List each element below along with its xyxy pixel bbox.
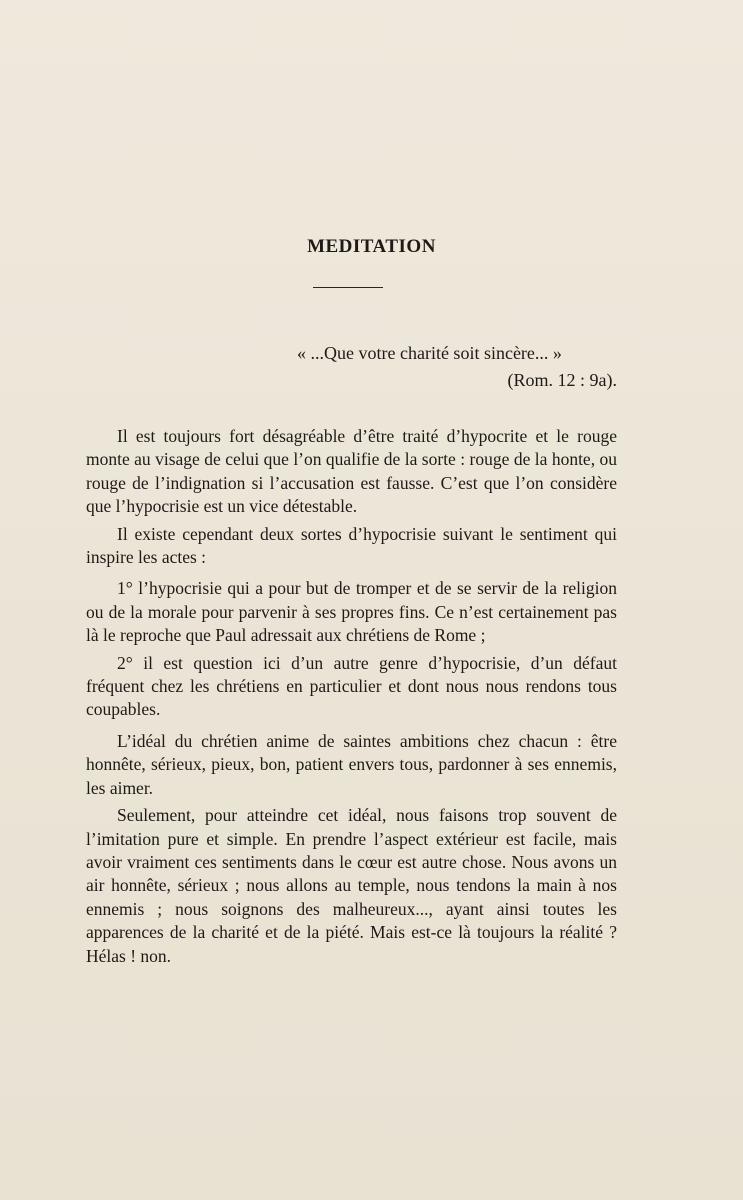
paragraph-6: Seulement, pour atteindre cet idéal, nous faisons trop souvent de l’imitation pure et simple. En prendre l’aspect extérieur est facile, mais avoir vraiment ces sentiments dans le cœur est autre chose. Nous avons un air honnête, sérieux ; nous allons au temple, nous tendons la main à nos ennemis ; nous soignons des malheureux..., ayant ainsi toutes les apparences de la charité et de la piété. Mais est-ce là toujours la réalité ? Hélas ! non.	[86, 805, 617, 966]
title-underline-rule	[313, 287, 383, 288]
paragraph-4: 2° il est question ici d’un autre genre d’hypocrisie, d’un défaut fréquent chez les chrétiens en particulier et dont nous nous rendons tous coupables.	[86, 652, 617, 720]
epigraph-quote: « ...Que votre charité soit sincère... »	[297, 343, 562, 363]
epigraph-reference: (Rom. 12 : 9a).	[507, 370, 617, 390]
paragraph-1: Il est toujours fort désagréable d’être traité d’hypocrite et le rouge monte au visage de celui que l’on qualifie de la sorte : rouge de la honte, ou rouge de l’indignation si l’accusation est fausse. C’est que l’on considère que l’hypocrisie est un vice détestable.	[86, 426, 617, 517]
paragraph-3: 1° l’hypocrisie qui a pour but de tromper et de se servir de la religion ou de la morale pour parvenir à ses propres fins. Ce n’est certainement pas là le reproche que Paul adressait aux chrétiens de Rome ;	[86, 578, 617, 646]
paragraph-5: L’idéal du chrétien anime de saintes ambitions chez chacun : être honnête, sérieux, pieux, bon, patient envers tous, pardonner à ses ennemis, les aimer.	[86, 730, 617, 798]
paragraph-2: Il existe cependant deux sortes d’hypocrisie suivant le sentiment qui inspire les actes :	[86, 523, 617, 568]
page-title: MEDITATION	[307, 236, 436, 257]
epigraph	[297, 340, 637, 394]
body-text	[86, 425, 617, 968]
